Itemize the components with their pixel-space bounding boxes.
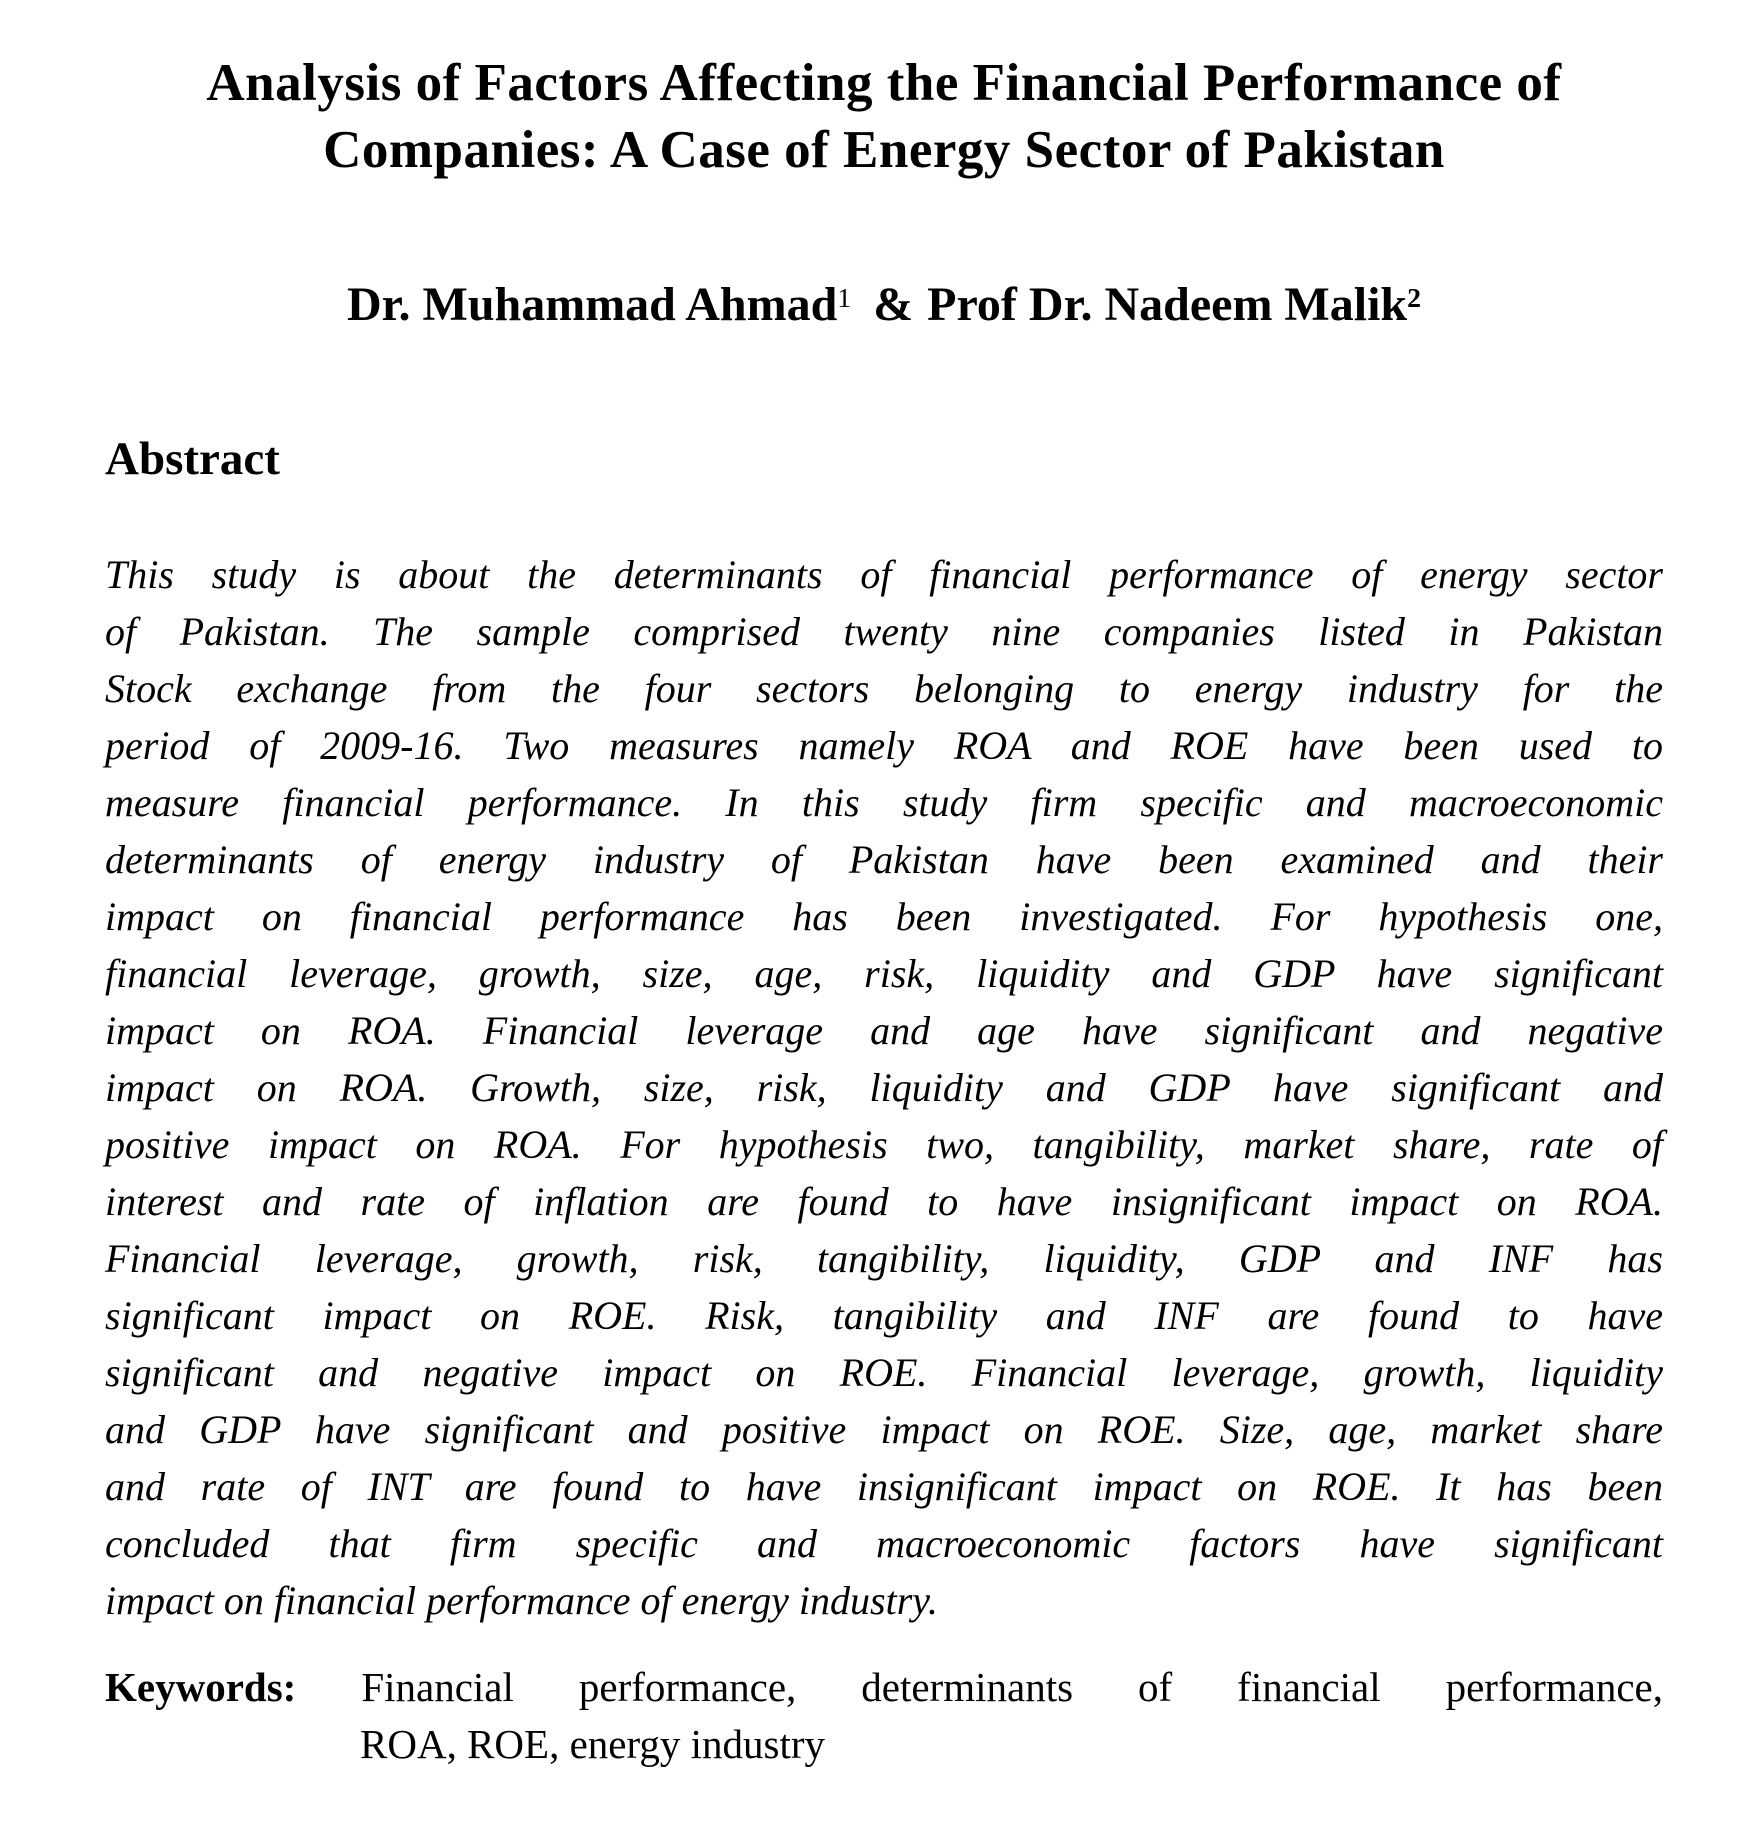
author-1-name: Dr. Muhammad Ahmad xyxy=(346,278,838,331)
abstract-line: positive impact on ROA. For hypothesis two, tangibility, market share, rate of xyxy=(105,1122,1663,1167)
author-byline xyxy=(105,276,1663,334)
abstract-line: impact on financial performance has been investigated. For hypothesis one, xyxy=(105,894,1663,939)
paper-title xyxy=(105,50,1663,184)
author-2-affiliation-superscript: 2 xyxy=(1407,283,1422,315)
abstract-line: period of 2009-16. Two measures namely ROA and ROE have been used to xyxy=(105,723,1663,768)
abstract-line: Financial leverage, growth, risk, tangibility, liquidity, GDP and INF has xyxy=(105,1236,1663,1281)
keywords-text: Financial performance, determinants of financial performance, xyxy=(361,1664,1663,1710)
author-1-affiliation-superscript: 1 xyxy=(837,283,852,315)
abstract-heading: Abstract xyxy=(105,433,280,485)
paper-title-line-1: Analysis of Factors Affecting the Financial Performance of xyxy=(206,54,1562,112)
abstract-line: impact on ROA. Growth, size, risk, liquidity and GDP have significant and xyxy=(105,1065,1663,1110)
author-joiner-ampersand: & xyxy=(873,278,914,331)
abstract-line: and GDP have significant and positive impact on ROE. Size, age, market share xyxy=(105,1407,1663,1452)
keywords-line-1 xyxy=(105,1659,1663,1716)
keywords-block xyxy=(105,1659,1663,1773)
abstract-line: significant and negative impact on ROE. Financial leverage, growth, liquidity xyxy=(105,1350,1663,1395)
abstract-line: determinants of energy industry of Pakistan have been examined and their xyxy=(105,837,1663,882)
abstract-body xyxy=(105,546,1663,1629)
abstract-line: impact on financial performance of energy industry. xyxy=(105,1578,938,1623)
paper-title-line-2: Companies: A Case of Energy Sector of Pakistan xyxy=(323,121,1445,179)
abstract-line: concluded that firm specific and macroeconomic factors have significant xyxy=(105,1521,1663,1566)
abstract-line: interest and rate of inflation are found to have insignificant impact on ROA. xyxy=(105,1179,1663,1224)
author-2-name: Prof Dr. Nadeem Malik xyxy=(927,278,1408,331)
keywords-line-2: ROA, ROE, energy industry xyxy=(360,1721,826,1767)
abstract-line: measure financial performance. In this study firm specific and macroeconomic xyxy=(105,780,1663,825)
abstract-line: and rate of INT are found to have insignificant impact on ROE. It has been xyxy=(105,1464,1663,1509)
abstract-line: significant impact on ROE. Risk, tangibility and INF are found to have xyxy=(105,1293,1663,1338)
abstract-line: This study is about the determinants of financial performance of energy sector xyxy=(105,552,1663,597)
abstract-line: Stock exchange from the four sectors belonging to energy industry for the xyxy=(105,666,1663,711)
keywords-label: Keywords: xyxy=(105,1664,297,1710)
abstract-line: of Pakistan. The sample comprised twenty nine companies listed in Pakistan xyxy=(105,609,1663,654)
abstract-line: financial leverage, growth, size, age, risk, liquidity and GDP have significant xyxy=(105,951,1663,996)
abstract-line: impact on ROA. Financial leverage and age have significant and negative xyxy=(105,1008,1663,1053)
